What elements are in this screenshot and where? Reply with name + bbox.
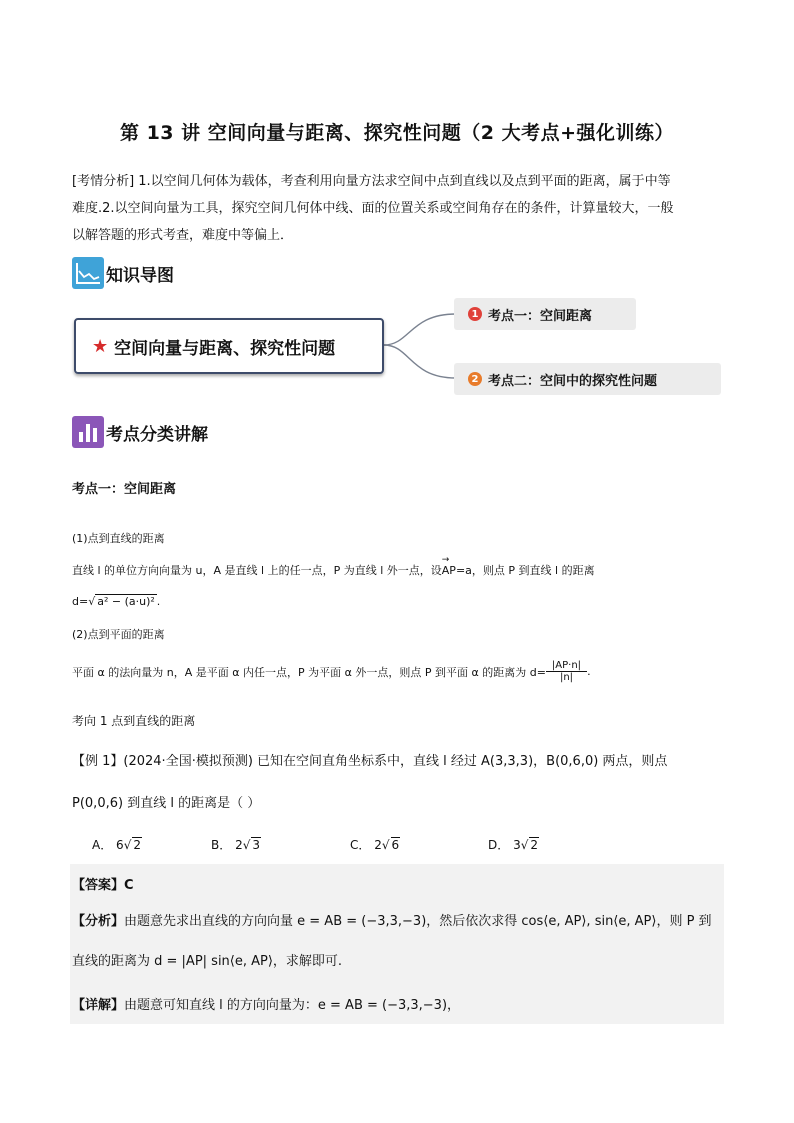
sub1-heading: (1)点到直线的距离 — [72, 532, 165, 545]
detail-label: 【详解】 — [72, 998, 125, 1013]
sub2-heading: (2)点到平面的距离 — [72, 628, 165, 641]
knowledge-map-heading — [72, 255, 174, 291]
mindmap-topic-2 — [454, 363, 721, 395]
analysis-line-2: 难度.2.以空间向量为工具，探究空间几何体中线、面的位置关系或空间角存在的条件，计算量较大，一般 — [72, 201, 674, 216]
formula-end: . — [156, 595, 161, 608]
analysis-line-1: [考情分析] 1.以空间几何体为载体，考查利用向量方法求空间中点到直线以及点到平面的距离，属于中等 — [72, 174, 671, 189]
formula-lhs: d= — [72, 595, 89, 608]
fraction-denominator: |n| — [559, 672, 574, 683]
sub2-end: . — [587, 665, 591, 678]
sub1-formula — [72, 594, 160, 608]
analysis-label: 【分析】 — [72, 914, 125, 929]
sub1-text-b: =a，则点 P 到直线 l 的距离 — [455, 564, 595, 577]
analysis-line-3: 以解答题的形式考查，难度中等偏上． — [72, 228, 294, 243]
option-coefficient: 2 — [374, 838, 382, 852]
option-a: A． 6√ 2 — [92, 838, 141, 852]
analysis-paragraph — [72, 168, 724, 249]
mindmap-topic-label: 考点二：空间中的探究性问题 — [488, 373, 658, 389]
section-heading — [72, 414, 208, 450]
sub1-text-a: 直线 l 的单位方向向量为 u，A 是直线 l 上的任一点，P 为直线 l 外一点，设 — [72, 564, 442, 577]
sub2-text — [72, 660, 591, 683]
answer-line — [72, 874, 134, 893]
topic-number-badge: 2 — [468, 372, 482, 386]
option-coefficient: 6 — [116, 838, 124, 852]
mindmap-connectors — [380, 300, 460, 390]
section-title: 考点分类讲解 — [106, 424, 208, 445]
example-line-2: P(0,0,6) 到直线 l 的距离是（ ） — [72, 796, 261, 811]
example-line-1: 【例 1】(2024·全国·模拟预测) 已知在空间直角坐标系中，直线 l 经过 A(3,3,3)，B(0,6,0) 两点，则点 — [72, 754, 668, 769]
option-radicand: 3 — [252, 838, 260, 852]
option-b: B． 2√ 3 — [211, 838, 260, 852]
analysis-line-2: 直线的距离为 d = |AP| sin⟨e, AP⟩，求解即可. — [72, 954, 343, 969]
option-d: D． 3√ 2 — [488, 838, 539, 852]
mindmap-topic-1 — [454, 298, 636, 330]
mindmap-topic-label: 考点一：空间距离 — [488, 308, 593, 324]
kaoxiang-1-heading: 考向 1 点到直线的距离 — [72, 714, 196, 728]
option-radicand: 2 — [133, 838, 141, 852]
answer-value: C — [124, 878, 134, 893]
option-radicand: 2 — [530, 838, 539, 852]
option-coefficient: 2 — [235, 838, 243, 852]
answer-label: 【答案】 — [72, 878, 125, 893]
page-title: 第 13 讲 空间向量与距离、探究性问题（2 大考点+强化训练） — [119, 122, 675, 144]
line-chart-icon — [72, 257, 104, 289]
knowledge-map-title: 知识导图 — [106, 265, 174, 286]
fraction-numerator: |AP·n| — [546, 660, 587, 672]
kaodian-1-heading: 考点一：空间距离 — [72, 482, 177, 497]
distance-fraction — [546, 660, 587, 683]
mindmap-central-label: 空间向量与距离、探究性问题 — [114, 338, 336, 359]
mindmap-central-node — [74, 318, 384, 374]
star-icon: ★ — [92, 335, 109, 357]
option-letter: C． — [350, 838, 371, 852]
bar-chart-icon — [72, 416, 104, 448]
sub2-body: 平面 α 的法向量为 n，A 是平面 α 内任一点，P 为平面 α 外一点，则点 P 到平面 α 的距离为 d= — [72, 665, 546, 679]
option-coefficient: 3 — [513, 838, 521, 852]
topic-number-badge: 1 — [468, 307, 482, 321]
sqrt-symbol: √ — [88, 595, 96, 608]
analysis-line-1 — [72, 910, 712, 929]
option-letter: A． — [92, 838, 113, 852]
option-letter: D． — [488, 838, 510, 852]
detail-text: 由题意可知直线 l 的方向向量为：e = AB = (−3,3,−3)， — [124, 998, 461, 1013]
detail-line — [72, 994, 460, 1013]
formula-radicand: a² − (a·u)² — [97, 595, 155, 608]
vector-ap: → AP — [442, 564, 456, 577]
sub1-text — [72, 562, 595, 578]
option-c: C． 2√ 6 — [350, 838, 400, 852]
option-letter: B． — [211, 838, 232, 852]
analysis-text-1: 由题意先求出直线的方向向量 e = AB = (−3,3,−3)，然后依次求得 cos⟨e, AP⟩, sin⟨e, AP⟩，则 P 到 — [124, 914, 712, 929]
option-radicand: 6 — [391, 838, 400, 852]
